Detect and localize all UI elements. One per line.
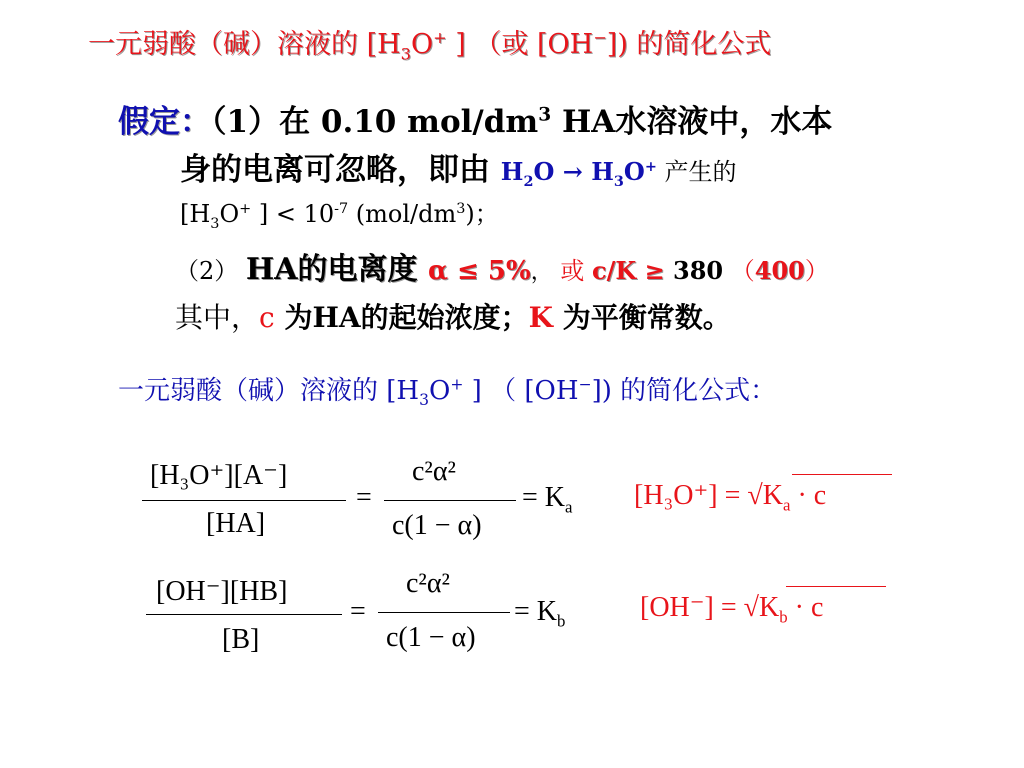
condition-2: （2） HA的电离度 α ≤ 5%， 或 c/K ≥ 380 （400） — [175, 252, 829, 287]
base-sqrt-bar — [786, 586, 886, 587]
acid-denominator: [HA] — [206, 508, 266, 539]
base-mid-numerator: c²α² — [406, 568, 450, 599]
base-mid-fraction-line — [378, 612, 510, 613]
condition-1-line-2: 身的电离可忽略，即由 $H_2O \to H_3O^+$ 产生的 — [180, 152, 737, 190]
water-ionization-equation: $H_2O \to H_3O^+$ — [500, 157, 657, 190]
assumption-label: 假定： — [118, 104, 211, 140]
base-equals-1: = — [350, 596, 366, 627]
acid-mid-denominator: c(1 − α) — [392, 510, 482, 541]
page-title: 一元弱酸（碱）溶液的 [$H_3O^+$ ] （或 [OH−]) 的简化公式 — [88, 28, 772, 64]
acid-mid-fraction-line — [384, 500, 516, 501]
condition-1-number: （1）在 — [211, 104, 321, 140]
acid-ka: = $K_a$ — [522, 482, 573, 517]
acid-result: $[H_3O^+] = √K_a \cdot c$ — [634, 480, 827, 515]
acid-equals-1: = — [356, 482, 372, 513]
formula-subtitle: 一元弱酸（碱）溶液的 [$H_3O^+$ ] （ [OH−]) 的简化公式： — [118, 375, 777, 410]
sqrt-icon: √ — [743, 592, 760, 623]
acid-sqrt-bar — [792, 474, 892, 475]
condition-1-line-3: [$H_3O^+$ ] < $10^{-7}$ $(mol/dm^3)$； — [180, 200, 499, 232]
condition-3: 其中，c 为HA的起始浓度；K 为平衡常数。 — [175, 301, 731, 334]
sqrt-icon: √ — [747, 480, 763, 511]
ionization-degree-condition: α ≤ 5% — [427, 256, 531, 286]
acid-fraction-line — [142, 500, 346, 501]
base-kb: = $K_b$ — [514, 596, 566, 631]
arrow-icon: → — [562, 157, 583, 186]
assumption-block: 假定：（1）在 0.10 mol/$dm^3$ HA水溶液中，水本 身的电离可忽略，即由 $H_2O \to H_3O^+$ 产生的 — [118, 98, 832, 196]
acid-numerator: [H₃O⁺][A⁻] — [150, 460, 288, 491]
base-mid-denominator: c(1 − α) — [386, 622, 476, 653]
base-denominator: [B] — [222, 624, 260, 655]
acid-mid-numerator: c²α² — [412, 456, 456, 487]
base-fraction-line — [146, 614, 342, 615]
ratio-condition: c/K ≥ — [591, 256, 674, 285]
base-numerator: [OH⁻][HB] — [156, 576, 288, 607]
base-result: $[OH^-] = √K_b \cdot c$ — [640, 592, 824, 627]
